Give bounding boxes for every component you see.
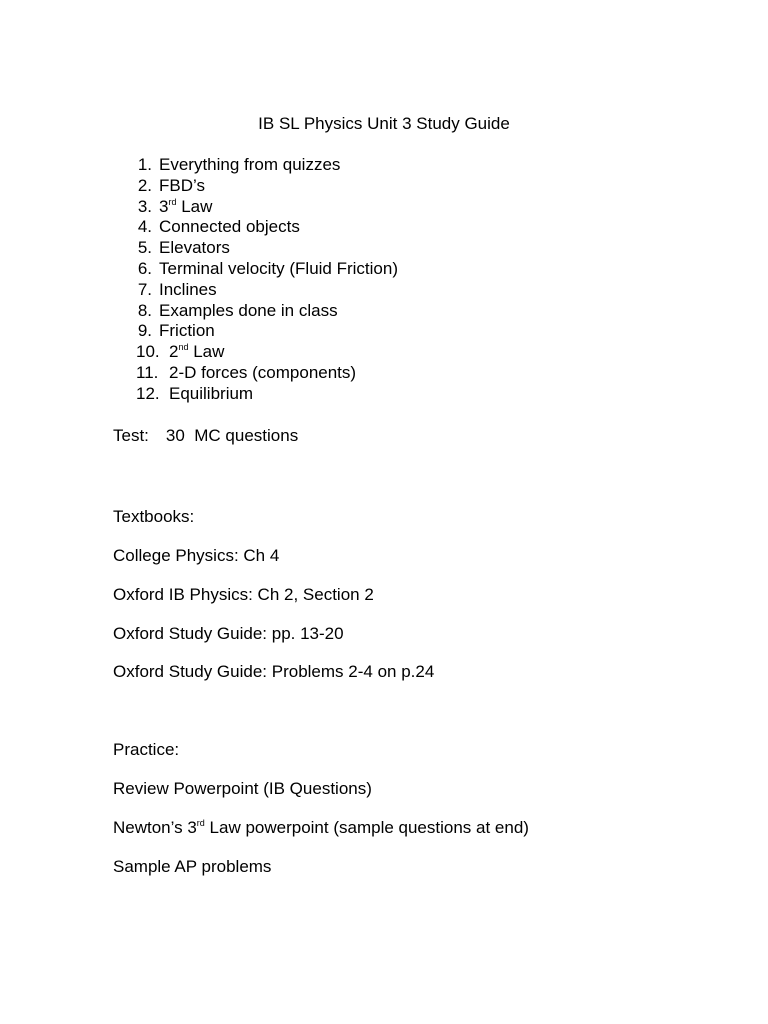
- topic-text: Inclines: [159, 279, 217, 299]
- topic-text: 2-D forces (components): [169, 362, 357, 382]
- topic-item-11: [134, 363, 694, 384]
- test-line: [113, 425, 298, 447]
- textbook-item: College Physics: Ch 4: [113, 546, 280, 565]
- topic-text-pre: 3: [159, 196, 169, 216]
- topic-number: 9.: [137, 321, 152, 341]
- topic-text: Examples done in class: [159, 300, 338, 320]
- topic-text: Terminal velocity (Fluid Friction): [159, 258, 398, 278]
- textbook-item: Oxford Study Guide: Problems 2-4 on p.24: [113, 662, 435, 681]
- topic-text: Equilibrium: [169, 383, 254, 403]
- topic-item-7: [134, 280, 694, 301]
- topic-text-post: Law: [176, 196, 213, 216]
- topic-item-8: [134, 301, 694, 322]
- topic-text-post: Law: [188, 342, 225, 362]
- ordinal-suffix: rd: [196, 818, 205, 828]
- topic-number: 4.: [137, 217, 152, 237]
- practice-text-post: Law powerpoint (sample questions at end): [204, 818, 529, 837]
- test-label: Test:: [113, 426, 149, 445]
- topic-item-5: [134, 238, 694, 259]
- topic-text: Everything from quizzes: [159, 155, 341, 174]
- textbook-item: Oxford IB Physics: Ch 2, Section 2: [113, 585, 374, 604]
- topic-text: [159, 197, 212, 218]
- practice-item: [113, 817, 529, 839]
- topic-number: 10.: [136, 342, 160, 362]
- topic-item-4: [134, 217, 694, 238]
- topic-item-6: [134, 259, 694, 280]
- test-value: 30 MC questions: [165, 426, 299, 445]
- page-title: IB SL Physics Unit 3 Study Guide: [258, 114, 510, 133]
- textbook-item: Oxford Study Guide: pp. 13-20: [113, 624, 344, 643]
- topic-number: 1.: [137, 155, 152, 174]
- topic-item-12: [134, 384, 694, 405]
- topic-text: [169, 342, 224, 363]
- topic-number: 2.: [137, 175, 152, 195]
- ordinal-suffix: rd: [168, 196, 177, 207]
- topic-text: Friction: [159, 321, 215, 341]
- topic-number: 12.: [136, 383, 160, 403]
- topic-item-3: [134, 197, 694, 218]
- topic-text: FBD’s: [159, 175, 205, 195]
- practice-item: Sample AP problems: [113, 857, 272, 876]
- topic-text-pre: 2: [169, 342, 179, 362]
- practice-item: Review Powerpoint (IB Questions): [113, 779, 372, 798]
- topic-item-9: [134, 321, 694, 342]
- practice-text-pre: Newton’s 3: [113, 818, 197, 837]
- practice-heading: Practice:: [113, 740, 180, 759]
- topic-number: 5.: [137, 238, 152, 258]
- topic-text: Connected objects: [159, 217, 300, 237]
- topic-item-1: [134, 155, 694, 176]
- topic-item-2: [134, 176, 694, 197]
- topic-text: Elevators: [159, 238, 230, 258]
- topic-item-10: [134, 342, 694, 363]
- textbooks-heading: Textbooks:: [113, 507, 195, 526]
- topic-number: 8.: [137, 300, 152, 320]
- ordinal-suffix: nd: [178, 342, 189, 353]
- topic-number: 7.: [137, 279, 152, 299]
- topic-list: [134, 155, 694, 405]
- topic-number: 3.: [137, 196, 152, 216]
- topic-number: 11.: [136, 362, 159, 382]
- topic-number: 6.: [137, 258, 152, 278]
